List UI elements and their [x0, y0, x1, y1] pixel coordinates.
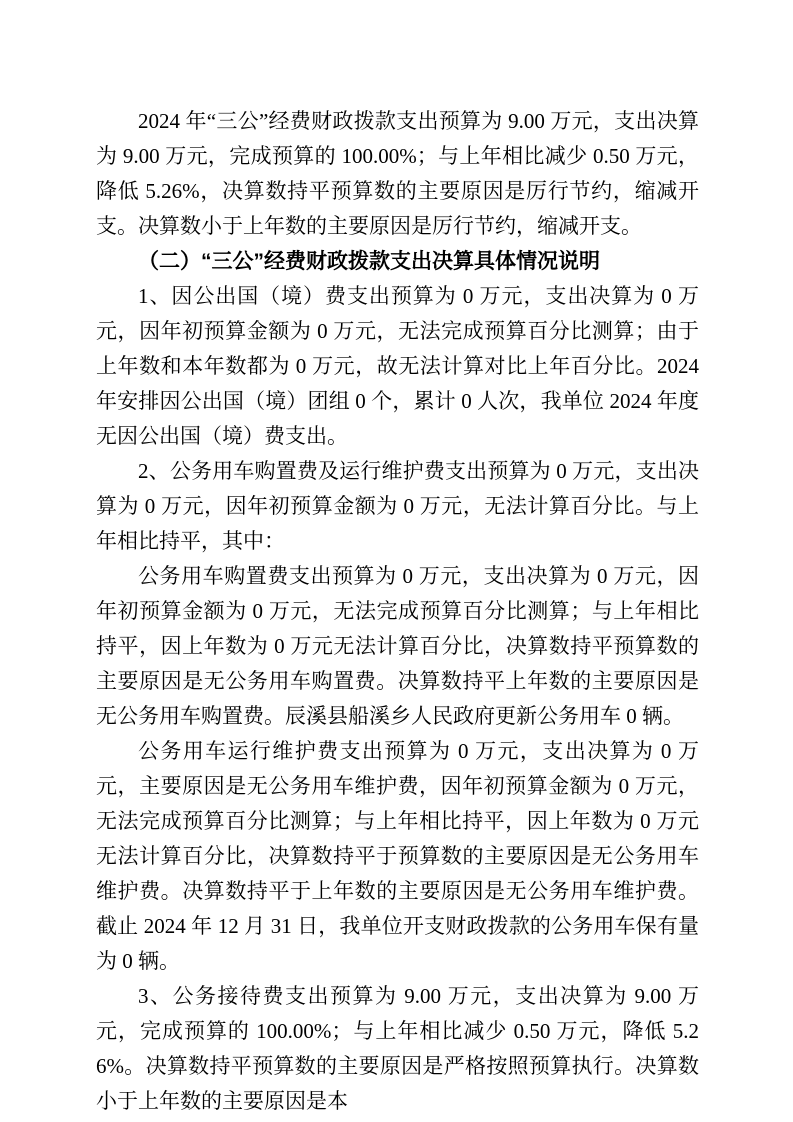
paragraph-threegong-summary: 2024 年“三公”经费财政拨款支出预算为 9.00 万元，支出决算为 9.00 万元，完成预算的 100.00%；与上年相比减少 0.50 万元，降低 5.26%，决算数持平预算数的主要原因是厉行节约，缩减开支。决算数小于上年数的主要原因是厉行节约，缩减开支。	[96, 109, 699, 238]
paragraph-vehicle-purchase-expense: 公务用车购置费支出预算为 0 万元，支出决算为 0 万元，因年初预算金额为 0 万元，无法完成预算百分比测算；与上年相比持平，因上年数为 0 万元无法计算百分比，决算数持平预算数的主要原因是无公务用车购置费。决算数持平上年数的主要原因是无公务用车购置费。辰溪县船溪乡人民政府更新公务用车 0 辆。	[96, 564, 699, 728]
paragraph-vehicle-total-expense: 2、公务用车购置费及运行维护费支出预算为 0 万元，支出决算为 0 万元，因年初预算金额为 0 万元，无法计算百分比。与上年相比持平，其中：	[96, 459, 699, 553]
paragraph-official-reception-expense: 3、公务接待费支出预算为 9.00 万元，支出决算为 9.00 万元，完成预算的 100.00%；与上年相比减少 0.50 万元，降低 5.26%。决算数持平预算数的主要原因是严格按照预算执行。决算数小于上年数的主要原因是本	[96, 984, 699, 1113]
section-heading-threegong-details: （二）“三公”经费财政拨款支出决算具体情况说明	[138, 250, 600, 273]
paragraph-overseas-travel-expense: 1、因公出国（境）费支出预算为 0 万元，支出决算为 0 万元，因年初预算金额为 0 万元，无法完成预算百分比测算；由于上年数和本年数都为 0 万元，故无法计算对比上年百分比。2024 年安排因公出国（境）团组 0 个，累计 0 人次，我单位 2024 年度无因公出国（境）费支出。	[96, 284, 699, 448]
document-body	[96, 104, 699, 1119]
paragraph-vehicle-maintenance-expense: 公务用车运行维护费支出预算为 0 万元，支出决算为 0 万元，主要原因是无公务用车维护费，因年初预算金额为 0 万元，无法完成预算百分比测算；与上年相比持平，因上年数为 0 万元无法计算百分比，决算数持平于预算数的主要原因是无公务用车维护费。决算数持平于上年数的主要原因是无公务用车维护费。截止 2024 年 12 月 31 日，我单位开支财政拨款的公务用车保有量为 0 辆。	[96, 739, 699, 973]
